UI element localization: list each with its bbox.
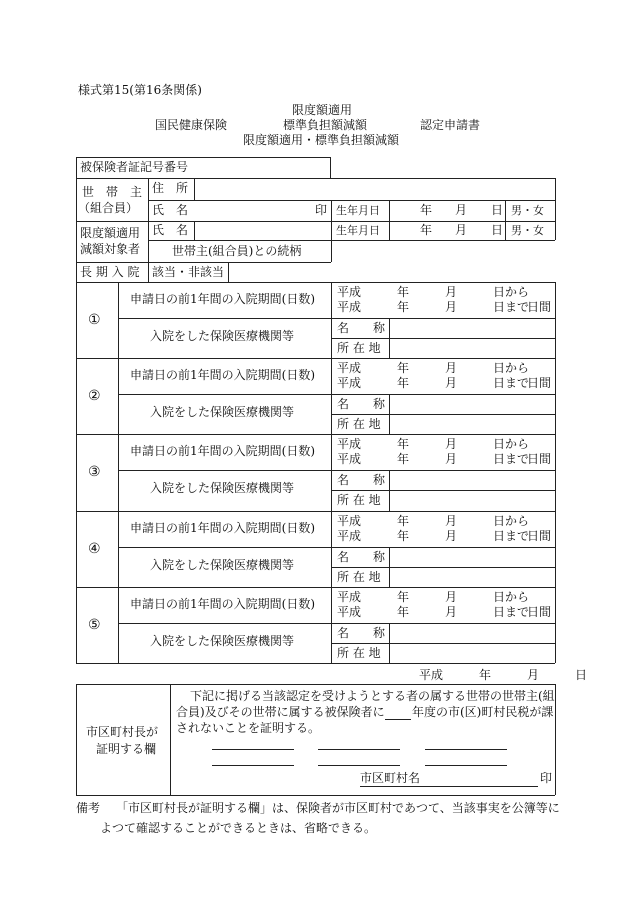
period-number: ⑤ (88, 616, 101, 633)
period-label: 申請日の前1年間の入院期間(日数) (130, 520, 315, 535)
institution-location-label: 所 在 地 (337, 569, 381, 584)
signature-line-5 (318, 765, 400, 766)
institution-location-label: 所 在 地 (337, 417, 381, 432)
target-dob-label: 生年月日 (336, 224, 380, 237)
period-to: 平成 年 月 日まで (337, 376, 530, 391)
dob-day: 日 (491, 203, 504, 217)
institution-label: 入院をした保険医療機関等 (150, 557, 295, 572)
institution-name-label: 名 称 (337, 549, 386, 564)
target-label: 限度額適用 (80, 226, 141, 240)
target-label-sub: 減額対象者 (80, 242, 141, 256)
institution-label: 入院をした保険医療機関等 (150, 633, 295, 648)
period-number: ① (88, 312, 101, 328)
notes-label: 備考 (76, 801, 101, 815)
institution-location-label: 所 在 地 (337, 645, 381, 660)
period-days-unit: 日間 (527, 528, 552, 543)
title-bottom: 限度額適用・標準負担額減額 (243, 133, 400, 147)
target-dob-month: 月 (455, 223, 468, 237)
notes-line-2: よつて確認することができるときは、省略できる。 (100, 821, 377, 835)
period-to: 平成 年 月 日まで (337, 528, 530, 543)
certification-text-3: されないことを証明する。 (176, 721, 321, 735)
institution-label: 入院をした保険医療機関等 (150, 481, 295, 496)
householder-label: 世 帯 主 (82, 185, 143, 199)
dob-label: 生年月日 (336, 204, 380, 217)
relation-label: 世帯主(組合員)との続柄 (172, 244, 302, 258)
certification-text-2b: 年度の市(区)町村民税が課 (412, 705, 554, 719)
period-number: ③ (88, 464, 101, 481)
target-sex-choice: 男・女 (511, 224, 544, 237)
address-label: 住 所 (152, 181, 189, 195)
certification-text-1: 下記に掲げる当該認定を受けようとする者の属する世帯の世帯主(組 (190, 689, 555, 703)
householder-name-label: 氏 名 (152, 203, 189, 217)
institution-name-label: 名 称 (337, 321, 386, 335)
signature-line-2 (318, 749, 400, 750)
period-days-unit: 日間 (527, 604, 552, 619)
period-label: 申請日の前1年間の入院期間(日数) (130, 368, 315, 383)
title-top: 限度額適用 (292, 103, 353, 117)
period-table-bottom (76, 663, 555, 664)
form-number: 様式第15(第16条関係) (78, 83, 202, 97)
period-to: 平成 年 月 日まで (337, 300, 530, 314)
certification-label-sub: 証明する欄 (96, 742, 157, 756)
certification-label: 市区町村長が (86, 725, 159, 739)
application-date: 平成 年 月 日 (419, 668, 588, 682)
title-left: 国民健康保険 (155, 118, 228, 132)
certification-text-2a: 合員)及びその世帯に属する被保険者に (176, 705, 385, 719)
institution-label: 入院をした保険医療機関等 (150, 329, 295, 343)
period-from: 平成 年 月 日から (337, 437, 530, 452)
institution-label: 入院をした保険医療機関等 (150, 405, 295, 420)
period-label: 申請日の前1年間の入院期間(日数) (130, 292, 315, 306)
fiscal-year-blank (385, 719, 411, 720)
period-days-unit: 日間 (527, 376, 552, 391)
seal-mark: 印 (315, 203, 328, 217)
signature-line-4 (212, 765, 294, 766)
signature-line-1 (212, 749, 294, 750)
target-dob-day: 日 (491, 223, 504, 237)
mayor-underline (360, 786, 538, 787)
title-middle: 標準負担額減額 (283, 118, 368, 132)
institution-name-label: 名 称 (337, 473, 386, 488)
period-number: ② (88, 388, 101, 405)
signature-line-3 (425, 749, 507, 750)
period-from: 平成 年 月 日から (337, 513, 530, 528)
title-right: 認定申請書 (420, 118, 481, 132)
period-days-unit: 日間 (527, 452, 552, 467)
dob-month: 月 (455, 203, 468, 217)
period-days-unit: 日間 (527, 300, 552, 314)
period-to: 平成 年 月 日まで (337, 452, 530, 467)
dob-year: 年 (420, 203, 433, 217)
institution-location-label: 所 在 地 (337, 341, 381, 355)
householder-label-sub: （組合員） (78, 201, 139, 215)
sex-choice: 男・女 (511, 204, 544, 217)
target-name-label: 氏 名 (152, 223, 189, 237)
period-label: 申請日の前1年間の入院期間(日数) (130, 444, 315, 459)
period-number: ④ (88, 540, 101, 557)
institution-location-label: 所 在 地 (337, 493, 381, 508)
institution-name-label: 名 称 (337, 397, 386, 412)
notes-line-1: 「市区町村長が証明する欄」は、保険者が市区町村であつて、当該事実を公簿等に (116, 801, 560, 815)
period-to: 平成 年 月 日まで (337, 604, 530, 619)
insured-number-label: 被保険者証記号番号 (80, 160, 189, 174)
long-stay-label: 長 期 入 院 (80, 265, 140, 279)
signature-line-6 (425, 765, 507, 766)
period-from: 平成 年 月 日から (337, 361, 530, 376)
long-stay-value: 該当・非該当 (152, 265, 225, 279)
period-label: 申請日の前1年間の入院期間(日数) (130, 596, 315, 611)
period-from: 平成 年 月 日から (337, 589, 530, 604)
mayor-label: 市区町村名 (360, 771, 421, 785)
period-from: 平成 年 月 日から (337, 285, 530, 299)
target-dob-year: 年 (420, 223, 433, 237)
institution-name-label: 名 称 (337, 625, 386, 640)
mayor-seal: 印 (540, 771, 553, 785)
